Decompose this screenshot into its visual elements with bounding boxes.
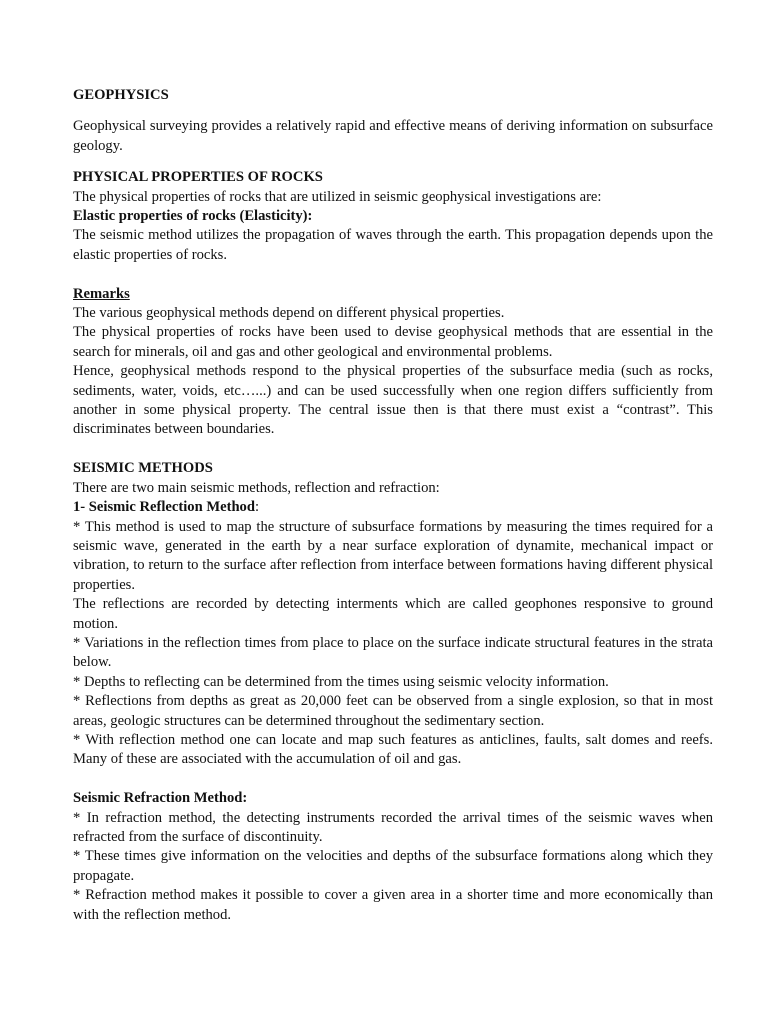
reflection-method-heading-suffix: : (254, 499, 260, 516)
seismic-methods-heading: SEISMIC METHODS (73, 460, 213, 477)
document-title: GEOPHYSICS (73, 87, 169, 103)
elastic-properties-body: The seismic method utilizes the propagation of waves through the earth. This propagation depends upon the elastic properties of rocks. (73, 227, 713, 263)
refraction-paragraph-2: * These times give information on the velocities and depths of the subsurface formations along which they propagate. (73, 848, 713, 884)
reflection-method-heading-line (73, 498, 713, 517)
document-page (73, 86, 713, 925)
physical-properties-heading: PHYSICAL PROPERTIES OF ROCKS (73, 169, 323, 186)
refraction-paragraph-3: * Refraction method makes it possible to cover a given area in a shorter time and more economically than with the reflection method. (73, 887, 713, 923)
remarks-heading: Remarks (73, 285, 130, 302)
refraction-paragraph-1: * In refraction method, the detecting instruments recorded the arrival times of the seismic waves when refracted from the surface of discontinuity. (73, 809, 713, 845)
reflection-paragraph-1: * This method is used to map the structure of subsurface formations by measuring the times required for a seismic wave, generated in the earth by a near surface exploration of dynamite, mechanical impact or vibration, to return to the surface after reflection from interface between formations having different physical properties. (73, 518, 713, 593)
remarks-paragraph-1: The various geophysical methods depend on different physical properties. (73, 305, 505, 322)
reflection-paragraph-6: * With reflection method one can locate and map such features as anticlines, faults, salt domes and reefs. Many of these are associated with the accumulation of oil and gas. (73, 731, 713, 768)
remarks-paragraph-2: The physical properties of rocks have been used to devise geophysical methods that are essential in the search for minerals, oil and gas and other geological and environmental problems. (73, 324, 713, 360)
elastic-properties-subheading: Elastic properties of rocks (Elasticity): (73, 208, 313, 225)
reflection-paragraph-2: The reflections are recorded by detecting interments which are called geophones responsive to ground motion. (73, 596, 713, 632)
reflection-paragraph-5: * Reflections from depths as great as 20,000 feet can be observed from a single explosion, so that in most areas, geologic structures can be determined throughout the sedimentary section. (73, 693, 713, 729)
reflection-paragraph-3: * Variations in the reflection times from place to place on the surface indicate structural features in the strata below. (73, 634, 713, 671)
seismic-methods-lead: There are two main seismic methods, reflection and refraction: (73, 479, 440, 496)
reflection-method-heading: 1- Seismic Reflection Method (73, 499, 255, 516)
refraction-method-heading: Seismic Refraction Method: (73, 790, 248, 807)
reflection-paragraph-4: * Depths to reflecting can be determined from the times using seismic velocity information. (73, 673, 609, 690)
physical-properties-lead: The physical properties of rocks that are utilized in seismic geophysical investigations are: (73, 188, 602, 205)
intro-paragraph: Geophysical surveying provides a relatively rapid and effective means of deriving information on subsurface geology. (73, 118, 713, 154)
remarks-paragraph-3: Hence, geophysical methods respond to the physical properties of the subsurface media (such as rocks, sediments, water, voids, etc…...) and can be used successfully when one region differs sufficiently from another in some physical property. The central issue then is that there must exist a “contrast”. This discriminates between boundaries. (73, 363, 713, 438)
